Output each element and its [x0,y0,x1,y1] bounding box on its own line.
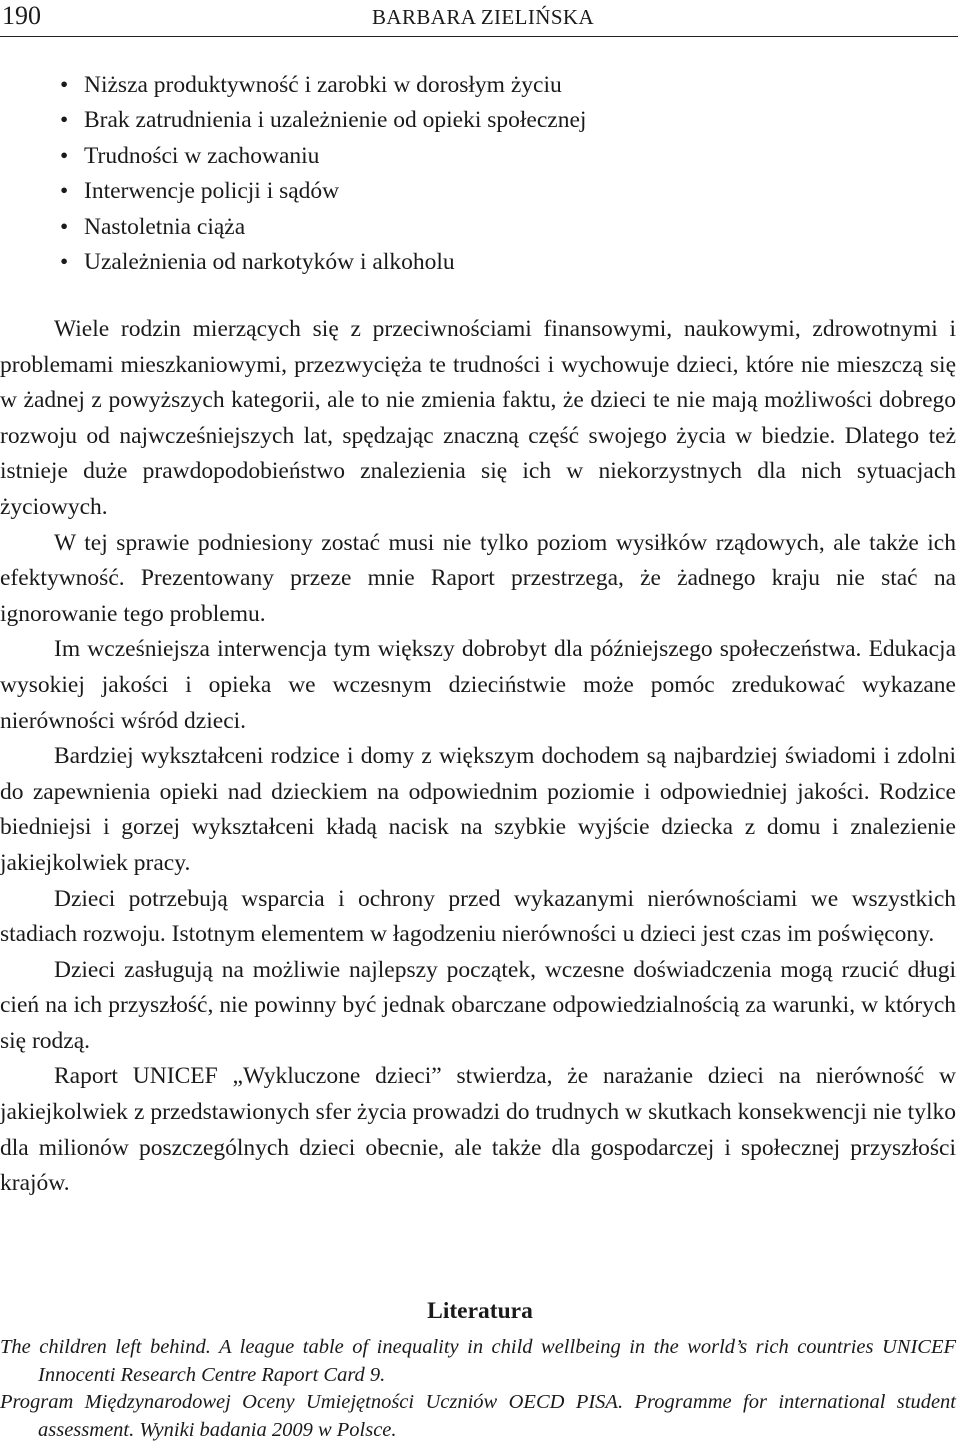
list-item-text: Nastoletnia ciąża [84,213,246,240]
running-header [0,0,958,37]
page-number: 190 [2,1,41,30]
list-item-text: Niższa produktywność i zarobki w dorosłym życiu [84,72,562,98]
bullet-icon: • [60,178,69,205]
list-item-text: Trudności w zachowaniu [84,142,320,169]
list-item [0,103,586,138]
list-item [0,210,586,245]
list-item [0,68,586,103]
paragraph: Dzieci zasługują na możliwie najlepszy początek, wczesne doświadczenia mogą rzucić długi cień na ich przyszłość, nie powinny być jednak obarczane odpowiedzialnością za warunki, w których się rodzą. [0,956,956,1054]
bullet-icon: • [60,107,69,134]
list-item [0,139,586,174]
list-item-text: Uzależnienia od narkotyków i alkoholu [84,249,455,276]
paragraph: Raport UNICEF „Wykluczone dzieci” stwierdza, że narażanie dzieci na nierówność w jakiejkolwiek z przedstawionych sfer życia prowadzi do trudnych w skutkach konsekwencji nie tylko dla milionów poszczególnych dzieci obecnie, ale także dla gospodarczej i społecznej przyszłości krajów. [0,1063,956,1197]
running-header-author: BARBARA ZIELIŃSKA [372,5,595,29]
list-item-text: Brak zatrudnienia i uzależnienie od opieki społecznej [84,107,587,134]
bullet-icon: • [60,72,69,98]
list-item [0,174,586,209]
paragraph: W tej sprawie podniesiony zostać musi nie tylko poziom wysiłków rządowych, ale także ich efektywność. Prezentowany przeze mnie Raport przestrzega, że żadnego kraju nie stać na ignorowanie tego problemu. [0,529,956,627]
paragraph: Dzieci potrzebują wsparcia i ochrony przed wykazanymi nierównościami we wszystkich stadiach rozwoju. Istotnym elementem w łagodzeniu nierówności u dzieci jest czas im poświęcony. [0,885,956,948]
body-text [0,312,956,1202]
bullet-icon: • [60,142,69,169]
list-item [0,245,586,280]
literature-heading: Literatura [427,1298,533,1324]
paragraph: Bardziej wykształceni rodzice i domy z większym dochodem są najbardziej świadomi i zdolni do zapewnienia opieki nad dzieckiem na odpowiednim poziomie i odpowiedniej jakości. Rodzice biedniejsi i gorzej wykształceni kładą nacisk na szybkie wyjście dziecka z domu i znalezienie jakiejkolwiek pracy. [0,743,956,876]
bullet-icon: • [60,213,69,240]
bullet-icon: • [60,249,69,276]
paragraph: Im wcześniejsza interwencja tym większy dobrobyt dla późniejszego społeczeństwa. Edukacja wysokiej jakości i opieka we wczesnym dzieciństwie może pomóc zredukować wykazane nierówności wśród dzieci. [0,636,956,734]
paragraph: Wiele rodzin mierzących się z przeciwnościami finansowymi, naukowymi, zdrowotnymi i problemami mieszkaniowymi, przezwycięża te trudności i wychowuje dzieci, które nie mieszczą się w żadnej z powyższych kategorii, ale to nie zmienia faktu, że dzieci te nie mają możliwości dobrego rozwoju od najwcześniejszych lat, spędzając znaczną część swojego życia w biedzie. Dlatego też istnieje duże prawdopodobieństwo znalezienia się ich w niekorzystnych dla nich sytuacjach życiowych. [0,316,956,520]
bullet-list [0,68,586,280]
reference-item: The children left behind. A league table of inequality in child wellbeing in the world’s rich countries UNICEF Innocenti Research Centre Raport Card 9. [0,1336,956,1386]
list-item-text: Interwencje policji i sądów [84,178,340,205]
reference-list [0,1334,956,1444]
reference-item: Program Międzynarodowej Oceny Umiejętności Uczniów OECD PISA. Programme for international student assessment. Wyniki badania 2009 w Polsce. [0,1391,956,1441]
